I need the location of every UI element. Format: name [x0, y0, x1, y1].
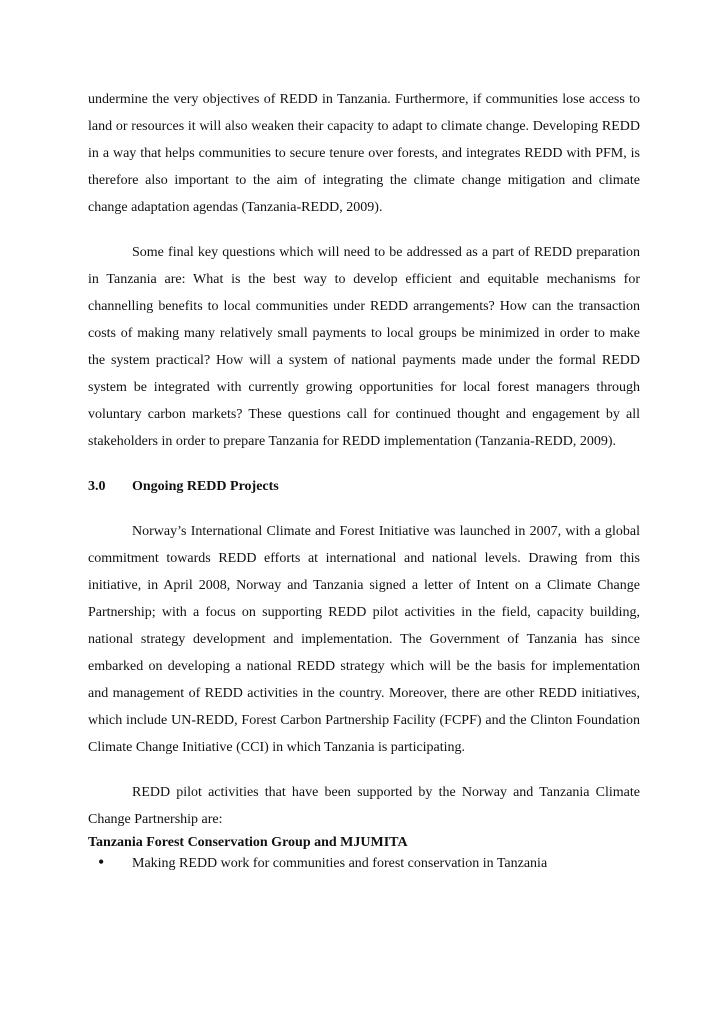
section-heading — [88, 473, 640, 500]
section-title: Ongoing REDD Projects — [132, 479, 279, 494]
paragraph-pilot-activities: REDD pilot activities that have been supported by the Norway and Tanzania Climate Change Partnership are: — [88, 785, 640, 827]
bullet-icon: • — [98, 852, 105, 872]
paragraph-norway-initiative: Norway’s International Climate and Forest Initiative was launched in 2007, with a global commitment towards REDD efforts at international and national levels. Drawing from this initiative, in April 2008, Norway and Tanzania signed a letter of Intent on a Climate Change Partnership; with a focus on supporting REDD pilot activities in the field, capacity building, national strategy development and implementation. The Government of Tanzania has since embarked on developing a national REDD strategy which will be the basis for implementation and management of REDD activities in the country. Moreover, there are other REDD initiatives, which include UN-REDD, Forest Carbon Partnership Facility (FCPF) and the Clinton Foundation Climate Change Initiative (CCI) in which Tanzania is participating. — [88, 524, 640, 755]
list-item-text: Making REDD work for communities and forest conservation in Tanzania — [132, 856, 548, 871]
list-item — [88, 853, 640, 875]
document-page — [88, 86, 640, 875]
subheading-tfcg-mjumita: Tanzania Forest Conservation Group and MJUMITA — [88, 835, 408, 850]
paragraph-key-questions: Some final key questions which will need to be addressed as a part of REDD preparation in Tanzania are: What is the best way to develop efficient and equitable mechanisms for channelling benefits to local communities under REDD arrangements? How can the transaction costs of making many relatively small payments to local groups be minimized in order to make the system practical? How will a system of national payments made under the formal REDD system be integrated with currently growing opportunities for local forest managers through voluntary carbon markets? These questions call for continued thought and engagement by all stakeholders in order to prepare Tanzania for REDD implementation (Tanzania-REDD, 2009). — [88, 245, 640, 449]
paragraph-continued: undermine the very objectives of REDD in Tanzania. Furthermore, if communities lose access to land or resources it will also weaken their capacity to adapt to climate change. Developing REDD in a way that helps communities to secure tenure over forests, and integrates REDD with PFM, is therefore also important to the aim of integrating the climate change mitigation and climate change adaptation agendas (Tanzania-REDD, 2009). — [88, 92, 640, 215]
bullet-list — [88, 853, 640, 875]
section-number: 3.0 — [88, 479, 106, 494]
